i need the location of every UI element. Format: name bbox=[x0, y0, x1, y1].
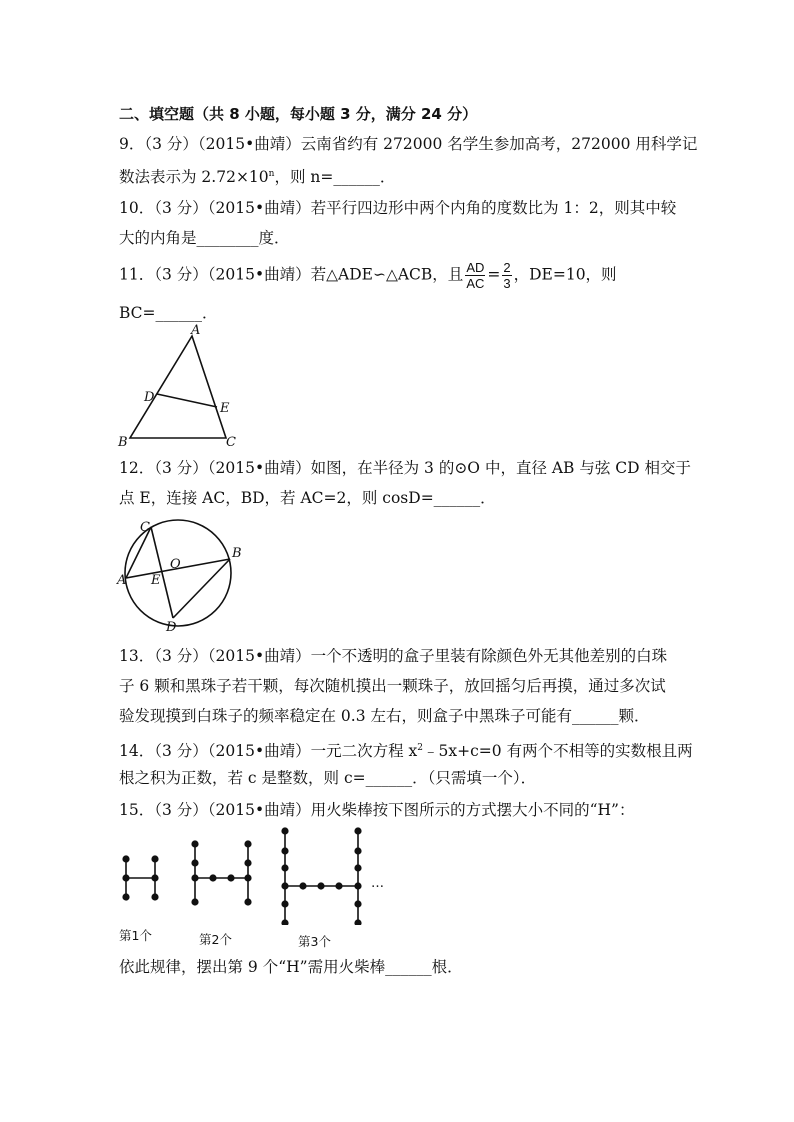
q14-line1-post: ﹣5x+c=0 有两个不相等的实数根且两 bbox=[423, 742, 693, 761]
q14-line2: 根之积为正数，若 c 是整数，则 c=______．（只需填一个）． bbox=[119, 769, 537, 787]
q13-line3: 验发现摸到白珠子的频率稳定在 0.3 左右，则盒子中黑珠子可能有______颗． bbox=[119, 707, 650, 725]
q15-caption-1: 第1个 bbox=[119, 928, 152, 943]
section-title: 二、填空题（共 8 小题，每小题 3 分，满分 24 分） bbox=[119, 105, 478, 123]
q12-label-d: D bbox=[166, 620, 177, 635]
q15-matchstick-figure bbox=[115, 825, 405, 925]
q11-fraction-ad-ac bbox=[465, 260, 485, 291]
q11-label-d: D bbox=[144, 390, 155, 405]
q11-line1 bbox=[119, 260, 617, 291]
q12-line1: 12．（3 分）（2015•曲靖）如图，在半径为 3 的⊙O 中，直径 AB 与弦 CD 相交于 bbox=[119, 459, 692, 477]
q11-label-e: E bbox=[220, 401, 230, 416]
q9-line2 bbox=[119, 164, 395, 187]
q14-line1-pre: 14．（3 分）（2015•曲靖）一元二次方程 x bbox=[119, 742, 418, 761]
q9-line1: 9．（3 分）（2015•曲靖）云南省约有 272000 名学生参加高考，272000 用科学记 bbox=[119, 135, 698, 153]
q12-label-b: B bbox=[232, 546, 242, 561]
q11-line1-pre: 11．（3 分）（2015•曲靖）若△ADE∽△ACB，且 bbox=[119, 265, 464, 284]
q14-exponent: 2 bbox=[417, 743, 424, 753]
q11-frac-numerator: AD bbox=[466, 260, 485, 275]
q12-line2: 点 E，连接 AC，BD，若 AC=2，则 cosD=______． bbox=[119, 489, 496, 507]
q11-line2: BC=______． bbox=[119, 304, 218, 322]
q11-frac-denominator-3: 3 bbox=[503, 276, 511, 291]
q12-label-o: O bbox=[170, 557, 181, 572]
q9-line2-pre: 数法表示为 2.72×10 bbox=[119, 168, 269, 187]
q15-ellipsis: … bbox=[371, 876, 384, 891]
q10-line2: 大的内角是________度． bbox=[119, 229, 290, 247]
q13-line2: 子 6 颗和黑珠子若干颗，每次随机摸出一颗珠子，放回摇匀后再摸，通过多次试 bbox=[119, 677, 666, 695]
q9-line2-post: ，则 n=______． bbox=[274, 168, 396, 187]
q9-exponent: n bbox=[268, 169, 275, 179]
q11-label-b: B bbox=[118, 435, 128, 449]
q11-frac-numerator-2: 2 bbox=[503, 260, 511, 275]
q11-line1-post: ，DE=10，则 bbox=[513, 265, 617, 284]
q11-frac-denominator: AC bbox=[466, 276, 485, 291]
q15-line2: 依此规律，摆出第 9 个“H”需用火柴棒______根． bbox=[119, 958, 463, 976]
q12-label-e: E bbox=[151, 573, 161, 588]
q12-label-c: C bbox=[140, 520, 150, 535]
q15-caption-2: 第2个 bbox=[199, 932, 232, 947]
q12-label-a: A bbox=[117, 573, 127, 588]
q11-label-a: A bbox=[191, 324, 201, 338]
q15-line1: 15．（3 分）（2015•曲靖）用火柴棒按下图所示的方式摆大小不同的“H”： bbox=[119, 801, 635, 819]
q11-triangle-figure bbox=[112, 324, 252, 449]
q15-caption-3: 第3个 bbox=[298, 934, 331, 949]
q10-line1: 10．（3 分）（2015•曲靖）若平行四边形中两个内角的度数比为 1：2，则其中较 bbox=[119, 199, 677, 217]
q13-line1: 13．（3 分）（2015•曲靖）一个不透明的盒子里装有除颜色外无其他差别的白珠 bbox=[119, 647, 668, 665]
q14-line1 bbox=[119, 738, 693, 761]
q11-label-c: C bbox=[226, 435, 236, 449]
q12-circle-figure bbox=[115, 515, 255, 635]
q11-eq: = bbox=[487, 265, 501, 284]
q11-fraction-2-3 bbox=[502, 260, 511, 291]
